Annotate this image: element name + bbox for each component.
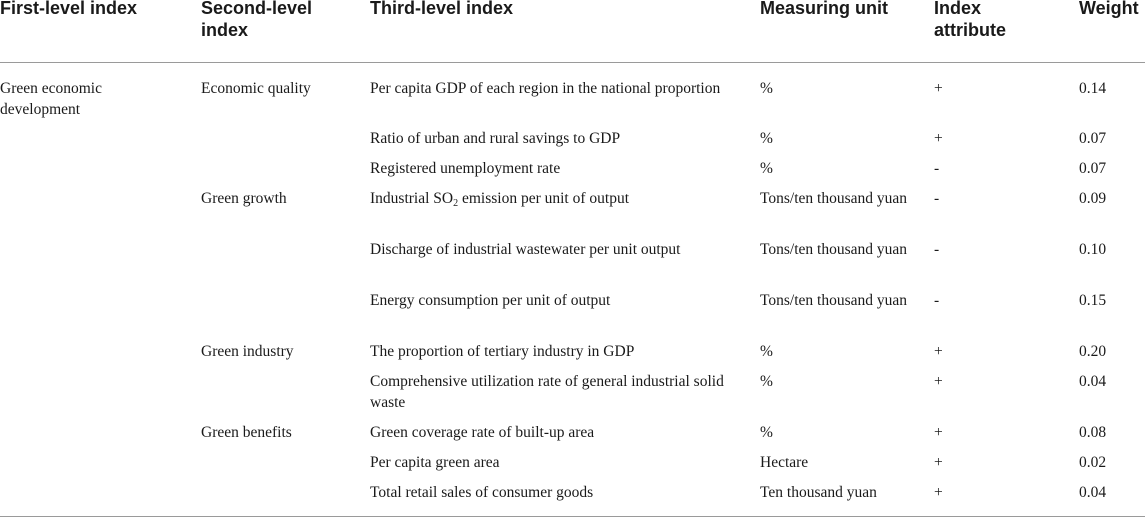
table-header (0, 0, 1145, 62)
row-7-weight: 0.04 (1079, 373, 1107, 390)
header-measuring-unit: Measuring unit (760, 0, 889, 18)
row-10-unit: Ten thousand yuan (760, 484, 877, 501)
row-8-weight: 0.08 (1079, 424, 1107, 441)
row-1-third-level: Ratio of urban and rural savings to GDP (370, 130, 621, 147)
header-index-attribute: Index attribute (934, 0, 1006, 40)
row-9-third-level: Per capita green area (370, 454, 500, 471)
row-4-attribute: - (934, 241, 940, 258)
table-bottom-rule (0, 516, 1145, 517)
row-2-third-level: Registered unemployment rate (370, 160, 561, 177)
row-1-unit: % (760, 130, 773, 147)
row-9-attribute: + (934, 454, 943, 471)
row-10-weight: 0.04 (1079, 484, 1107, 501)
row-3-third-subscript: 2 (453, 198, 459, 209)
row-8-attribute: + (934, 424, 943, 441)
row-5-unit: Tons/ten thousand yuan (760, 292, 908, 309)
row-1-attribute: + (934, 130, 943, 147)
row-4-weight: 0.10 (1079, 241, 1107, 258)
row-2-weight: 0.07 (1079, 160, 1107, 177)
header-weight: Weight (1079, 0, 1139, 18)
row-4-unit: Tons/ten thousand yuan (760, 241, 908, 258)
row-0-third-level: Per capita GDP of each region in the national proportion (370, 80, 721, 97)
row-9-unit: Hectare (760, 454, 809, 471)
row-3-third-level (370, 188, 730, 209)
group-green-benefits: Green benefits (201, 424, 292, 441)
row-3-attribute: - (934, 190, 940, 207)
row-4-third-level: Discharge of industrial wastewater per unit output (370, 241, 681, 258)
row-8-unit: % (760, 424, 773, 441)
row-7-unit: % (760, 373, 773, 390)
row-2-unit: % (760, 160, 773, 177)
row-3-unit: Tons/ten thousand yuan (760, 190, 908, 207)
row-1-weight: 0.07 (1079, 130, 1107, 147)
row-10-attribute: + (934, 484, 943, 501)
header-divider (0, 62, 1145, 63)
row-3-third-prefix: Industrial SO (370, 190, 454, 207)
group-green-growth: Green growth (201, 190, 287, 207)
header-third-level: Third-level index (370, 0, 514, 18)
row-3-weight: 0.09 (1079, 190, 1107, 207)
row-6-attribute: + (934, 343, 943, 360)
first-level-value: Green economic development (0, 80, 102, 118)
row-3-third-suffix: emission per unit of output (458, 190, 630, 207)
row-0-unit: % (760, 80, 773, 97)
row-0-weight: 0.14 (1079, 80, 1107, 97)
header-second-level: Second-level index (201, 0, 313, 40)
row-7-third-level: Comprehensive utilization rate of general industrial solid waste (370, 373, 724, 411)
row-6-weight: 0.20 (1079, 343, 1107, 360)
header-first-level: First-level index (0, 0, 138, 18)
row-7-attribute: + (934, 373, 943, 390)
row-5-attribute: - (934, 292, 940, 309)
row-9-weight: 0.02 (1079, 454, 1107, 471)
row-8-third-level: Green coverage rate of built-up area (370, 424, 595, 441)
row-10-third-level: Total retail sales of consumer goods (370, 484, 594, 501)
row-5-weight: 0.15 (1079, 292, 1107, 309)
row-0-attribute: + (934, 80, 943, 97)
group-green-industry: Green industry (201, 343, 294, 360)
row-6-unit: % (760, 343, 773, 360)
group-economic-quality: Economic quality (201, 80, 311, 97)
row-2-attribute: - (934, 160, 940, 177)
row-5-third-level: Energy consumption per unit of output (370, 292, 611, 309)
row-6-third-level: The proportion of tertiary industry in GDP (370, 343, 635, 360)
